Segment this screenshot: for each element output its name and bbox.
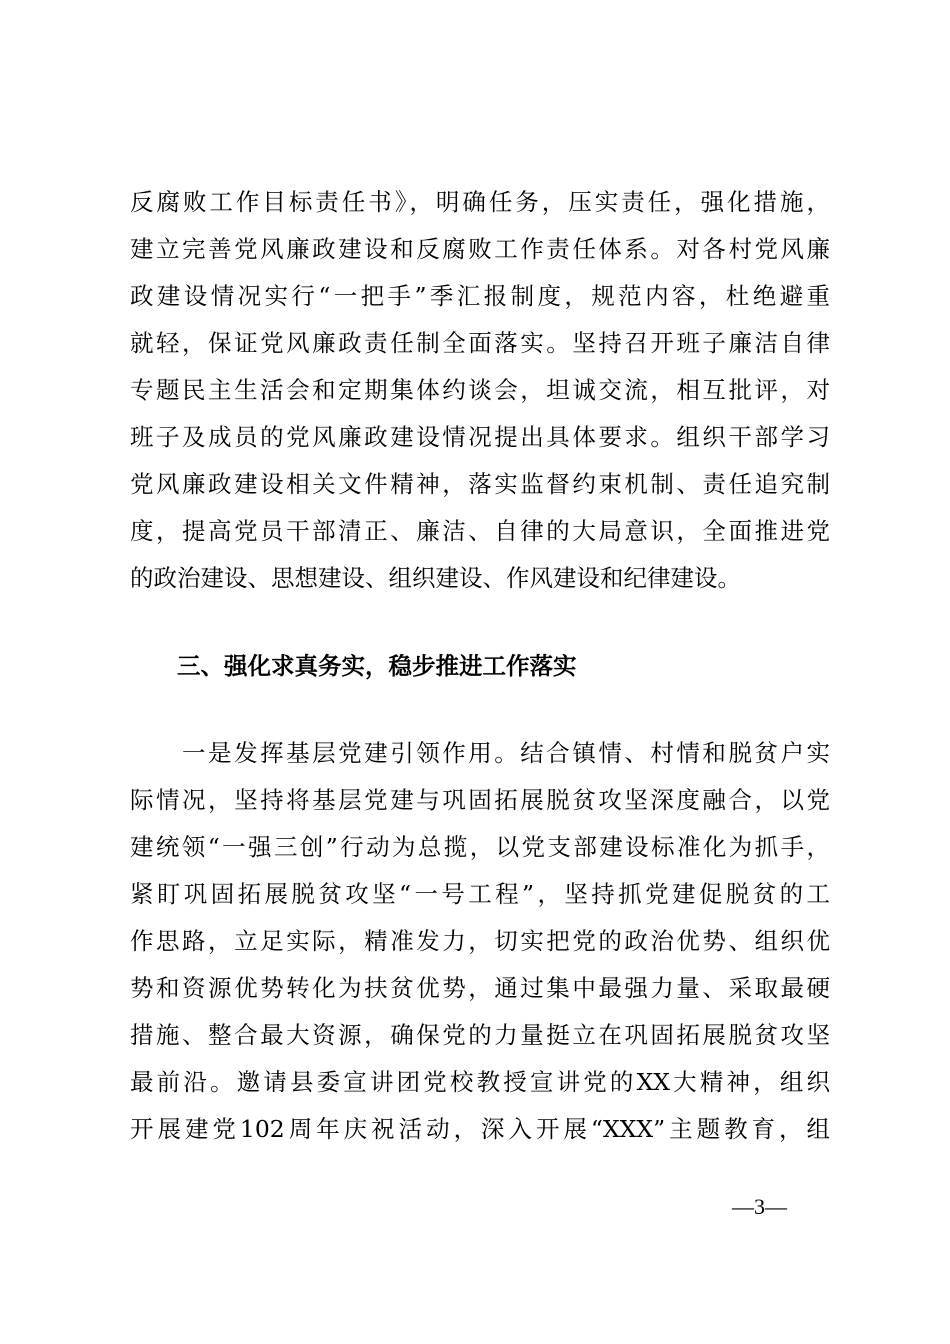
- paragraph-2-line-9: 开展建党102周年庆祝活动，深入开展“XXX”主题教育，组: [130, 1115, 830, 1143]
- paragraph-2-line-7: 措施、整合最大资源，确保党的力量挺立在巩固拓展脱贫攻坚: [130, 1021, 830, 1049]
- paragraph-2-line-4: 紧盯巩固拓展脱贫攻坚“一号工程”，坚持抓党建促脱贫的工: [130, 880, 830, 908]
- page-number: —3—: [732, 1194, 787, 1219]
- paragraph-1-line-6: 班子及成员的党风廉政建设情况提出具体要求。组织干部学习: [130, 423, 830, 451]
- paragraph-1-line-4: 就轻，保证党风廉政责任制全面落实。坚持召开班子廉洁自律: [130, 329, 830, 357]
- paragraph-1-line-2: 建立完善党风廉政建设和反腐败工作责任体系。对各村党风廉: [130, 235, 830, 263]
- paragraph-2-line-5: 作思路，立足实际，精准发力，切实把党的政治优势、组织优: [130, 927, 830, 955]
- paragraph-2-line-1: 一是发挥基层党建引领作用。结合镇情、村情和脱贫户实: [130, 739, 830, 767]
- paragraph-1-line-8: 度，提高党员干部清正、廉洁、自律的大局意识，全面推进党: [130, 517, 830, 545]
- paragraph-1-line-3: 政建设情况实行“一把手”季汇报制度，规范内容，杜绝避重: [130, 282, 830, 310]
- paragraph-2-line-8: 最前沿。邀请县委宣讲团党校教授宣讲党的XX大精神，组织: [130, 1068, 830, 1096]
- paragraph-1-line-9: 的政治建设、思想建设、组织建设、作风建设和纪律建设。: [130, 564, 741, 592]
- paragraph-1-line-5: 专题民主生活会和定期集体约谈会，坦诚交流，相互批评，对: [130, 376, 830, 404]
- paragraph-1-line-1: 反腐败工作目标责任书》，明确任务，压实责任，强化措施，: [130, 188, 830, 216]
- paragraph-2-line-6: 势和资源优势转化为扶贫优势，通过集中最强力量、采取最硬: [130, 974, 830, 1002]
- paragraph-1-line-7: 党风廉政建设相关文件精神，落实监督约束机制、责任追究制: [130, 470, 830, 498]
- paragraph-2-line-3: 建统领“一强三创”行动为总揽，以党支部建设标准化为抓手，: [130, 833, 830, 861]
- paragraph-2-line-2: 际情况，坚持将基层党建与巩固拓展脱贫攻坚深度融合，以党: [130, 786, 830, 814]
- section-heading: 三、强化求真务实，稳步推进工作落实: [177, 652, 577, 680]
